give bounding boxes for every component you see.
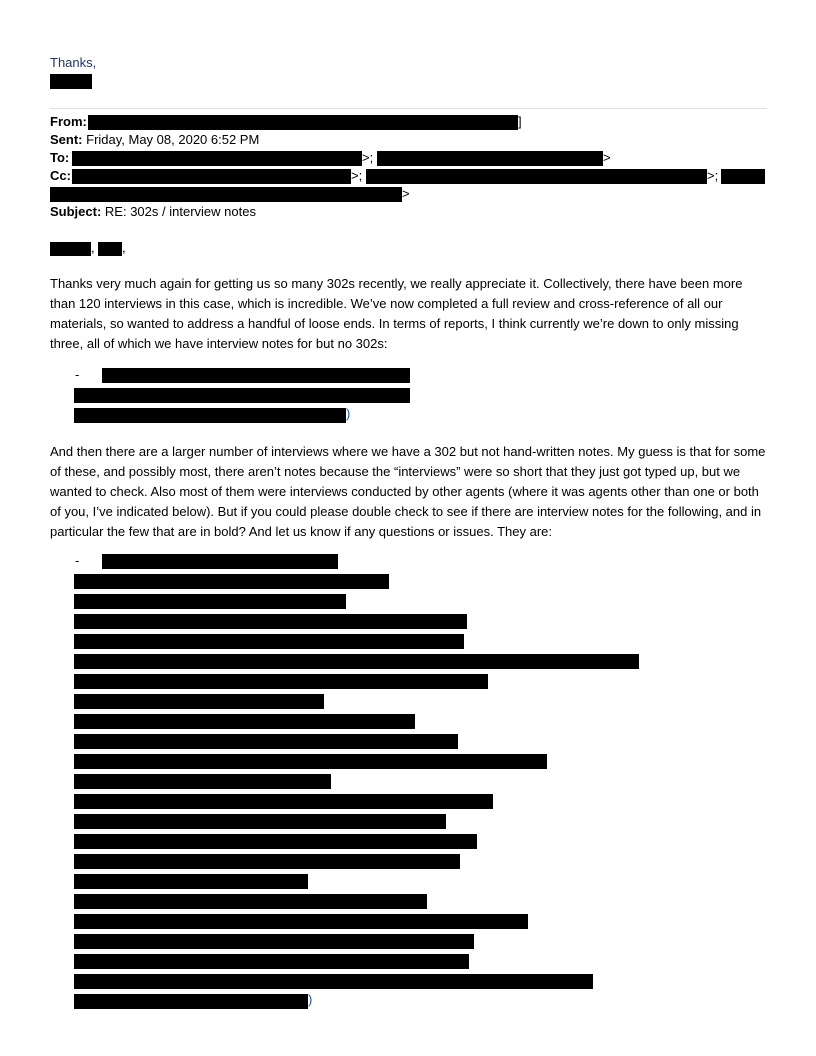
redacted-list-line bbox=[74, 654, 639, 669]
redacted-list-line bbox=[74, 574, 389, 589]
redacted-list-line bbox=[74, 408, 346, 423]
header-divider bbox=[50, 108, 767, 109]
redacted-signature bbox=[50, 74, 92, 89]
redacted-list-line bbox=[74, 974, 593, 989]
subject-value: RE: 302s / interview notes bbox=[104, 204, 256, 219]
redacted-list-line bbox=[74, 854, 460, 869]
subject-label: Subject: bbox=[50, 204, 102, 219]
to-label: To: bbox=[50, 150, 70, 165]
redacted-recipient-2 bbox=[98, 242, 122, 256]
signoff-text: Thanks, bbox=[50, 55, 97, 70]
subject-line bbox=[50, 204, 256, 219]
redacted-list-line bbox=[74, 634, 464, 649]
from-label: From: bbox=[50, 114, 87, 129]
list-close-paren: ) bbox=[346, 406, 351, 421]
redacted-list-line bbox=[74, 694, 324, 709]
redacted-list-line bbox=[74, 814, 446, 829]
redacted-cc-2 bbox=[366, 169, 707, 184]
list-close-paren: ) bbox=[308, 992, 313, 1007]
redacted-list-line bbox=[102, 554, 338, 569]
redacted-list-line bbox=[74, 714, 415, 729]
list-bullet: - bbox=[75, 367, 80, 382]
redacted-cc-1 bbox=[72, 169, 351, 184]
redacted-cc-4 bbox=[50, 187, 402, 202]
redacted-recipient-1 bbox=[50, 242, 91, 256]
to-close: > bbox=[603, 150, 611, 165]
sent-label: Sent: bbox=[50, 132, 83, 147]
redacted-to-2 bbox=[377, 151, 603, 166]
redacted-list-line bbox=[74, 914, 528, 929]
greeting-comma-1: , bbox=[91, 240, 95, 255]
redacted-list-line bbox=[74, 754, 547, 769]
cc-label: Cc: bbox=[50, 168, 71, 183]
redacted-list-line bbox=[74, 794, 493, 809]
from-close: ] bbox=[518, 114, 522, 129]
redacted-list-line bbox=[74, 954, 469, 969]
greeting-comma-2: , bbox=[122, 240, 126, 255]
redacted-list-line bbox=[74, 834, 477, 849]
sent-line bbox=[50, 132, 259, 147]
sent-value: Friday, May 08, 2020 6:52 PM bbox=[86, 132, 260, 147]
redacted-to-1 bbox=[72, 151, 362, 166]
redacted-list-line bbox=[74, 994, 308, 1009]
cc-close: > bbox=[402, 186, 410, 201]
redacted-list-line bbox=[74, 614, 467, 629]
body-paragraph-2: And then there are a larger number of interviews where we have a 302 but not hand-written notes. My guess is that for some of these, and possibly most, there aren’t notes because the “interviews” were so short that they just got typed up, but we wanted to check. Also most of them were interviews conducted by other agents (where it was agents other than one or both of you, I’ve indicated below). But if you could please double check to see if there are interview notes for the following, and in particular the few that are in bold? And let us know if any questions or issues. They are: bbox=[50, 444, 766, 539]
redacted-cc-3 bbox=[721, 169, 765, 184]
body-paragraph-1: Thanks very much again for getting us so many 302s recently, we really appreciate it. Collectively, there have been more than 120 interviews in this case, which is incredible. We’ve now completed a full review and cross-reference of all our materials, so wanted to address a handful of loose ends. In terms of reports, I think currently we’re down to only missing three, all of which we have interview notes for but no 302s: bbox=[50, 276, 743, 351]
to-separator: >; bbox=[362, 150, 374, 165]
redacted-list-line bbox=[74, 934, 474, 949]
redacted-list-line bbox=[74, 674, 488, 689]
redacted-list-line bbox=[74, 594, 346, 609]
list-bullet: - bbox=[75, 553, 80, 568]
redacted-list-line bbox=[102, 368, 410, 383]
redacted-from bbox=[88, 115, 518, 130]
cc-separator-1: >; bbox=[351, 168, 363, 183]
redacted-list-line bbox=[74, 774, 331, 789]
redacted-list-line bbox=[74, 874, 308, 889]
cc-separator-2: >; bbox=[707, 168, 719, 183]
redacted-list-line bbox=[74, 734, 458, 749]
redacted-list-line bbox=[74, 388, 410, 403]
redacted-list-line bbox=[74, 894, 427, 909]
